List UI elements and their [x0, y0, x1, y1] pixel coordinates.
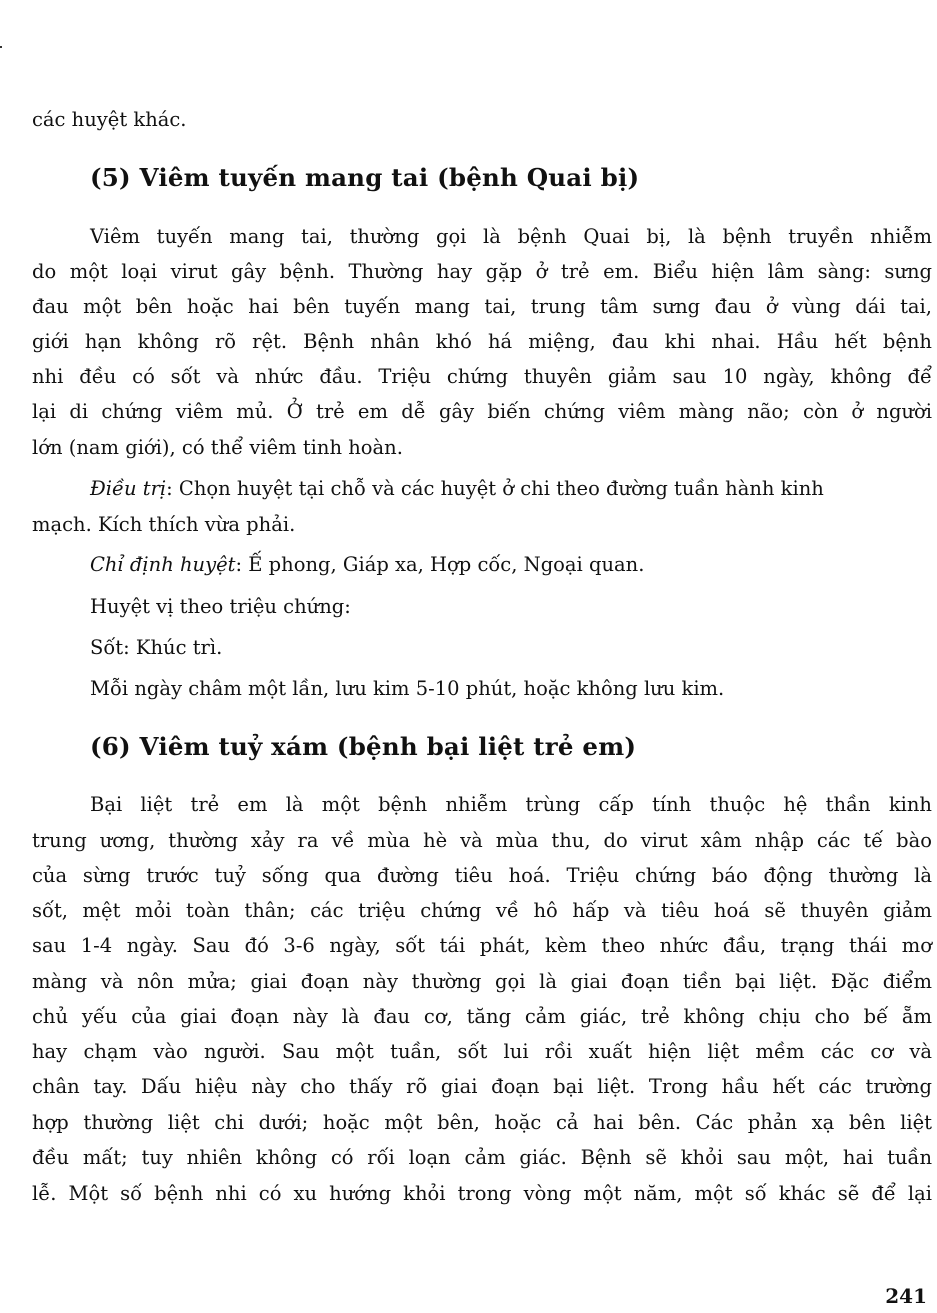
frequency-line: Mỗi ngày châm một lần, lưu kim 5-10 phút, hoặc không lưu kim. [90, 677, 725, 700]
section-5-para-line: nhi đều có sốt và nhức đầu. Triệu chứng thuyên giảm sau 10 ngày, không để [32, 365, 932, 388]
section-6-para-line: hợp thường liệt chi dưới; hoặc một bên, hoặc cả hai bên. Các phản xạ bên liệt [32, 1111, 932, 1134]
treatment-line [90, 471, 932, 507]
section-5-para-line: lớn (nam giới), có thể viêm tinh hoàn. [32, 436, 403, 459]
page-number: 241 [885, 1284, 927, 1308]
section-6-para-line: Bại liệt trẻ em là một bệnh nhiễm trùng cấp tính thuộc hệ thần kinh [90, 793, 932, 816]
section-6-para-line: chân tay. Dấu hiệu này cho thấy rõ giai đoạn bại liệt. Trong hầu hết các trường [32, 1075, 932, 1098]
section-5-para-line: đau một bên hoặc hai bên tuyến mang tai, trung tâm sưng đau ở vùng dái tai, [32, 295, 932, 318]
section-5-para-line: do một loại virut gây bệnh. Thường hay gặp ở trẻ em. Biểu hiện lâm sàng: sưng [32, 260, 932, 283]
section-6-para-line: trung ương, thường xảy ra về mùa hè và mùa thu, do virut xâm nhập các tế bào [32, 829, 932, 852]
section-6-para-line: sốt, mệt mỏi toàn thân; các triệu chứng về hô hấp và tiêu hoá sẽ thuyên giảm [32, 899, 932, 922]
indication-label: Chỉ định huyệt [90, 553, 236, 576]
section-6-para-line: màng và nôn mửa; giai đoạn này thường gọi là giai đoạn tiền bại liệt. Đặc điểm [32, 970, 932, 993]
treatment-line-2: mạch. Kích thích vừa phải. [32, 513, 296, 536]
section-6-para-line: lễ. Một số bệnh nhi có xu hướng khỏi trong vòng một năm, một số khác sẽ để lại [32, 1182, 932, 1205]
section-6-para-line: hay chạm vào người. Sau một tuần, sốt lui rồi xuất hiện liệt mềm các cơ và [32, 1040, 932, 1063]
section-5-para-line: Viêm tuyến mang tai, thường gọi là bệnh Quai bị, là bệnh truyền nhiễm [90, 225, 932, 248]
margin-mark [0, 46, 2, 48]
fever-line: Sốt: Khúc trì. [90, 636, 223, 659]
section-6-heading: (6) Viêm tuỷ xám (bệnh bại liệt trẻ em) [90, 732, 637, 761]
section-6-para-line: sau 1-4 ngày. Sau đó 3-6 ngày, sốt tái phát, kèm theo nhức đầu, trạng thái mơ [32, 934, 932, 957]
section-5-heading: (5) Viêm tuyến mang tai (bệnh Quai bị) [90, 163, 640, 192]
treatment-label: Điều trị [90, 477, 167, 500]
section-5-para-line: giới hạn không rõ rệt. Bệnh nhân khó há miệng, đau khi nhai. Hầu hết bệnh [32, 330, 932, 353]
section-6-para-line: của sừng trước tuỷ sống qua đường tiêu hoá. Triệu chứng báo động thường là [32, 864, 932, 887]
indication-line [90, 547, 932, 583]
continuation-text: các huyệt khác. [32, 108, 187, 131]
treatment-text: : Chọn huyệt tại chỗ và các huyệt ở chi theo đường tuần hành kinh [166, 477, 824, 500]
symptom-points-line: Huyệt vị theo triệu chứng: [90, 595, 351, 618]
indication-text: : Ế phong, Giáp xa, Hợp cốc, Ngoại quan. [235, 553, 645, 576]
section-5-para-line: lại di chứng viêm mủ. Ở trẻ em dễ gây biến chứng viêm màng não; còn ở người [32, 400, 932, 423]
section-6-para-line: đều mất; tuy nhiên không có rối loạn cảm giác. Bệnh sẽ khỏi sau một, hai tuần [32, 1146, 932, 1169]
section-6-para-line: chủ yếu của giai đoạn này là đau cơ, tăng cảm giác, trẻ không chịu cho bế ẵm [32, 1005, 932, 1028]
